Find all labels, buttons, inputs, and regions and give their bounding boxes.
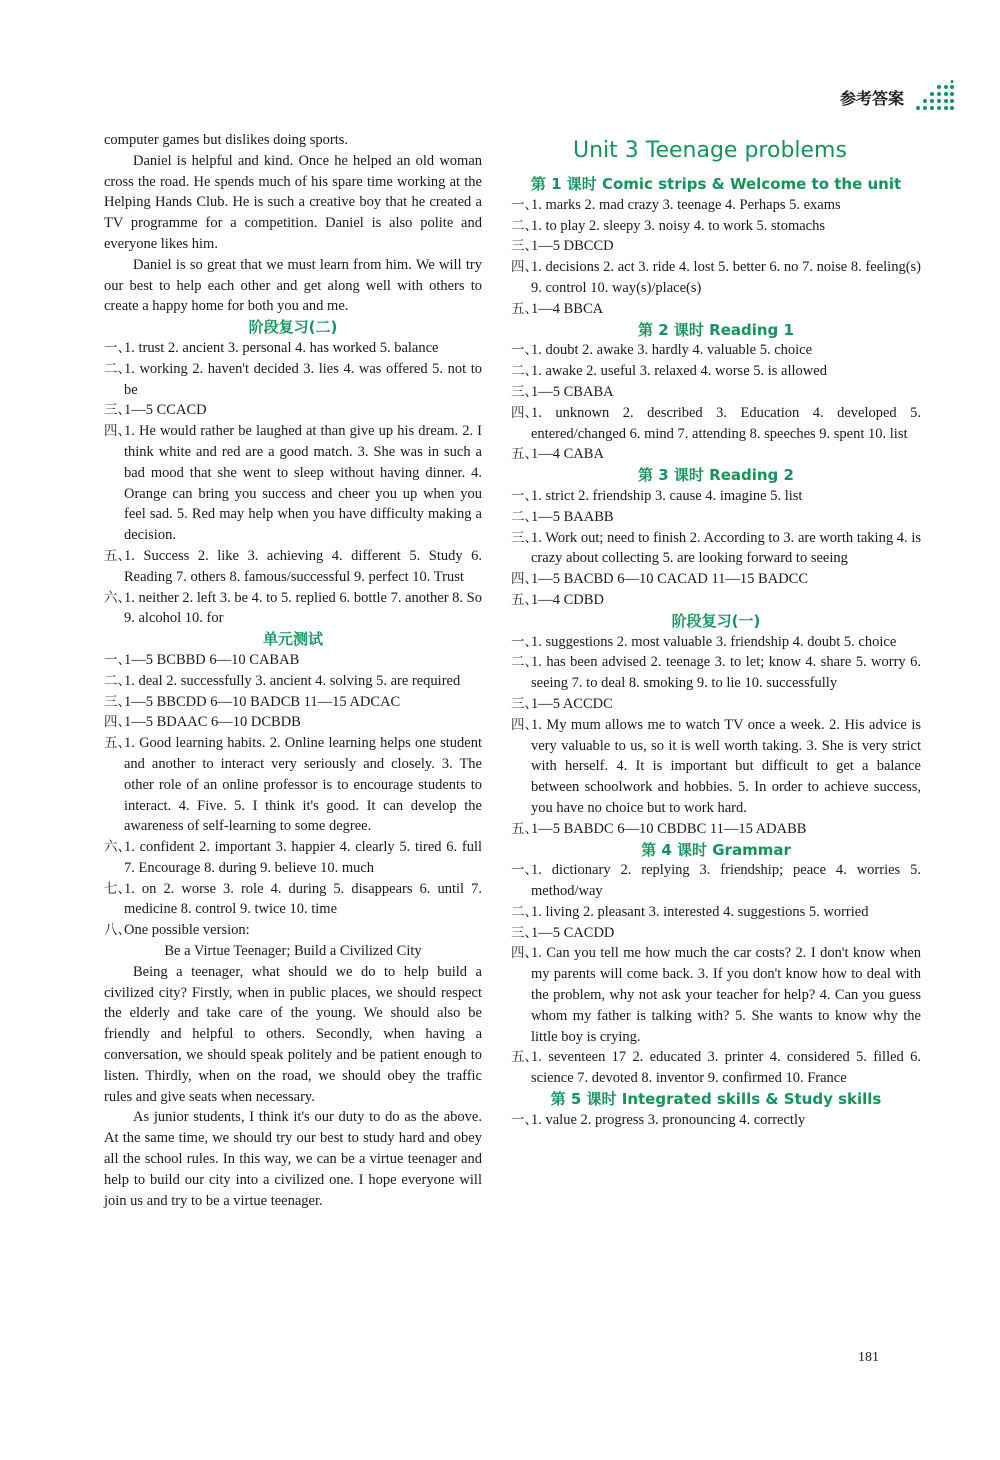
intro-paragraph: Daniel is helpful and kind. Once he helped an old woman cross the road. He spends much of his spare time working at the Helping Hands Club. He is such a creative boy that he created a TV programme for a competition. Daniel is also polite and everyone likes him. [104, 152, 482, 252]
answer-text: 1. neither 2. left 3. be 4. to 5. replied 6. bottle 7. another 8. So 9. alcohol 10. for [124, 589, 482, 627]
answer-number: 一、 [511, 633, 538, 650]
answer-number: 二、 [511, 508, 538, 525]
answer-text: 1—4 CABA [531, 446, 604, 463]
answer-row [511, 236, 921, 257]
answer-text: 1. Can you tell me how much the car costs? 2. I don't know when my parents will come back. 3. If you don't know how to deal with the problem, why not ask your teacher for help? 4. Can you guess whom my father is talking with? 5. She wants to know why the little boy is crying. [531, 945, 921, 1045]
answer-row [511, 1110, 921, 1131]
answer-row [104, 692, 482, 713]
answer-row [511, 694, 921, 715]
answer-row [511, 923, 921, 944]
answer-number: 三、 [511, 529, 538, 546]
answer-number: 五、 [511, 300, 538, 317]
answer-row [104, 546, 482, 588]
answer-number: 一、 [511, 1111, 538, 1128]
section-title: 第 3 课时 Reading 2 [638, 466, 794, 485]
answer-row [511, 340, 921, 361]
unit-title: Unit 3 Teenage problems [573, 138, 847, 163]
section-title: 第 5 课时 Integrated skills & Study skills [550, 1090, 882, 1109]
answer-number: 六、 [104, 589, 131, 606]
answer-number: 五、 [104, 547, 131, 564]
page-number: 181 [858, 1350, 879, 1365]
answer-row [511, 860, 921, 902]
answer-text: One possible version: [124, 922, 250, 939]
answer-number: 二、 [511, 363, 538, 380]
answer-row [511, 569, 921, 590]
answer-row [511, 652, 921, 694]
answer-text: 1. living 2. pleasant 3. interested 4. suggestions 5. worried [531, 903, 869, 920]
section-title: 阶段复习(一) [671, 611, 761, 630]
answer-text: 1. suggestions 2. most valuable 3. friendship 4. doubt 5. choice [531, 633, 897, 650]
answer-text: 1—5 CACDD [531, 924, 615, 941]
answer-number: 一、 [104, 339, 131, 356]
answer-text: 1—5 ACCDC [531, 695, 613, 712]
answer-text: 1. Good learning habits. 2. Online learning helps one student and another to interact very seriously and closely. 3. The other role of an online professor is to encourage students to interact. 4. Five. 5. I think it's good. It can develop the awareness of self-learning to some degree. [124, 735, 482, 835]
answer-text: 1. strict 2. friendship 3. cause 4. imagine 5. list [531, 487, 803, 504]
answer-number: 四、 [511, 716, 538, 733]
answer-text: 1—5 CBABA [531, 383, 614, 400]
answer-text: 1—5 BABDC 6—10 CBDBC 11—15 ADABB [531, 820, 807, 837]
answer-text: 1. deal 2. successfully 3. ancient 4. solving 5. are required [124, 672, 461, 689]
answer-number: 一、 [104, 651, 131, 668]
answer-row [511, 486, 921, 507]
answer-number: 五、 [511, 446, 538, 463]
answer-number: 七、 [104, 880, 131, 897]
answer-text: 1. doubt 2. awake 3. hardly 4. valuable 5. choice [531, 342, 813, 359]
answer-text: 1. decisions 2. act 3. ride 4. lost 5. better 6. no 7. noise 8. feeling(s) 9. control 10. way(s)/place(s) [531, 259, 921, 296]
answer-row [104, 712, 482, 733]
answer-number: 三、 [104, 402, 131, 419]
answer-row [511, 444, 921, 465]
answer-row [511, 507, 921, 528]
answer-row [104, 338, 482, 359]
answer-text: 1. unknown 2. described 3. Education 4. developed 5. entered/changed 6. mind 7. attending 8. speeches 9. spent 10. list [531, 404, 921, 442]
section-title: 第 4 课时 Grammar [641, 840, 791, 859]
answer-number: 四、 [104, 423, 131, 440]
answer-number: 二、 [511, 217, 538, 234]
answer-row [511, 299, 921, 320]
answer-row [511, 902, 921, 923]
answer-row [511, 403, 921, 445]
answer-row [511, 528, 921, 570]
answer-row [511, 819, 921, 840]
answer-number: 五、 [511, 1049, 538, 1066]
answer-number: 四、 [511, 404, 538, 421]
essay-title: Be a Virtue Teenager; Build a Civilized City [164, 943, 422, 960]
answer-number: 一、 [511, 862, 538, 879]
answer-number: 八、 [104, 922, 131, 939]
answer-row [104, 671, 482, 692]
answer-row [104, 920, 482, 941]
answer-number: 一、 [511, 196, 538, 213]
answer-row [511, 943, 921, 1047]
answer-text: 1. has been advised 2. teenage 3. to let; know 4. share 5. worry 6. seeing 7. to deal 8. smoking 9. to lie 10. successfully [531, 654, 921, 692]
answer-row [511, 1047, 921, 1089]
intro-paragraph: Daniel is so great that we must learn from him. We will try our best to help each other and get along well with others to create a happy home for both you and me. [104, 256, 482, 315]
answer-row [104, 421, 482, 546]
answer-number: 三、 [511, 924, 538, 941]
answer-row [511, 590, 921, 611]
answer-row [511, 632, 921, 653]
answer-number: 五、 [511, 820, 538, 837]
answer-row [511, 216, 921, 237]
answer-number: 一、 [511, 487, 538, 504]
answer-text: 1. marks 2. mad crazy 3. teenage 4. Perhaps 5. exams [531, 196, 841, 213]
intro-paragraph: computer games but dislikes doing sports. [104, 132, 349, 148]
answer-row [104, 733, 482, 837]
answer-number: 一、 [511, 342, 538, 359]
section-title: 第 1 课时 Comic strips & Welcome to the unit [530, 175, 902, 193]
answer-number: 二、 [511, 903, 538, 920]
answer-row [511, 382, 921, 403]
answer-text: 1. working 2. haven't decided 3. lies 4. was offered 5. not to be [124, 360, 482, 398]
answer-number: 四、 [511, 571, 538, 588]
answer-number: 四、 [511, 259, 538, 276]
answer-row [511, 715, 921, 819]
answer-number: 五、 [104, 735, 131, 752]
answer-text: 1. to play 2. sleepy 3. noisy 4. to work 5. stomachs [531, 217, 826, 234]
answer-number: 六、 [104, 839, 131, 856]
answer-row [511, 257, 921, 299]
answer-number: 三、 [511, 383, 538, 400]
answer-text: 1. awake 2. useful 3. relaxed 4. worse 5. is allowed [531, 363, 827, 380]
section-title-unit-test: 单元测试 [262, 630, 323, 649]
answer-text: 1—4 CDBD [531, 591, 604, 608]
section-title-review-2: 阶段复习(二) [248, 318, 338, 337]
answer-row [104, 588, 482, 630]
answer-text: 1. on 2. worse 3. role 4. during 5. disappears 6. until 7. medicine 8. control 9. twice 10. time [124, 880, 482, 918]
answer-number: 四、 [104, 714, 131, 731]
left-column [104, 130, 482, 1211]
answer-text: 1—5 BDAAC 6—10 DCBDB [124, 714, 301, 731]
answer-text: 1. My mum allows me to watch TV once a week. 2. His advice is very valuable to us, so it is well worth taking. 3. She is very strict with herself. 4. It is important but difficult to get a balance between schoolwork and hobbies. 5. In order to achieve success, you have no choice but to work hard. [531, 716, 921, 816]
answer-number: 二、 [104, 360, 131, 377]
essay-paragraph: Being a teenager, what should we do to help build a civilized city? Firstly, when in public places, we should respect the elderly and take care of the young. We should also be friendly and helpful to others. Secondly, when having a conversation, we should speak politely and be patient enough to listen. Thirdly, when on the road, we should obey the traffic rules and give seats when necessary. [104, 963, 482, 1105]
answer-number: 三、 [511, 238, 538, 255]
dots-decoration-icon [914, 80, 954, 112]
answer-text: 1. Success 2. like 3. achieving 4. different 5. Study 6. Reading 7. others 8. famous/successful 9. perfect 10. Trust [124, 547, 482, 585]
answer-number: 四、 [511, 945, 538, 962]
answer-text: 1—5 BAABB [531, 508, 614, 525]
answer-text: 1. dictionary 2. replying 3. friendship; peace 4. worries 5. method/way [531, 862, 921, 900]
answer-row [104, 879, 482, 921]
answer-number: 五、 [511, 591, 538, 608]
essay-paragraph: As junior students, I think it's our duty to do as the above. At the same time, we should try our best to study hard and obey all the school rules. In this way, we can be a virtue teenager and help to build our city into a civilized one. I hope everyone will join us and try to be a virtue teenager. [104, 1109, 482, 1209]
answer-row [511, 361, 921, 382]
answer-number: 三、 [104, 693, 131, 710]
answer-text: 1. confident 2. important 3. happier 4. clearly 5. tired 6. full 7. Encourage 8. during 9. believe 10. much [124, 839, 482, 876]
header-answer-label: 参考答案 [839, 89, 904, 108]
answer-text: 1—5 BCBBD 6—10 CABAB [124, 651, 300, 668]
answer-text: 1. trust 2. ancient 3. personal 4. has worked 5. balance [124, 339, 439, 356]
answer-text: 1—5 CCACD [124, 402, 207, 419]
answer-row [104, 837, 482, 879]
answer-row [104, 359, 482, 401]
answer-text: 1. He would rather be laughed at than give up his dream. 2. I think white and red are a good match. 3. She was in such a bad mood that she went to sleep without having dinner. 4. Orange can bring you success and cheer you up when you feel sad. 5. Red may help when you have difficulty making a decision. [124, 423, 482, 544]
answer-row [511, 195, 921, 216]
answer-number: 二、 [511, 654, 538, 671]
answer-row [104, 650, 482, 671]
answer-text: 1. value 2. progress 3. pronouncing 4. correctly [531, 1111, 806, 1128]
answer-number: 二、 [104, 672, 131, 689]
answer-text: 1—5 BBCDD 6—10 BADCB 11—15 ADCAC [124, 693, 401, 710]
answer-text: 1—5 BACBD 6—10 CACAD 11—15 BADCC [531, 571, 809, 588]
answer-text: 1. Work out; need to finish 2. According to 3. are worth taking 4. is crazy about collecting 5. are looking forward to seeing [531, 529, 921, 567]
section-title: 第 2 课时 Reading 1 [638, 320, 794, 339]
answer-text: 1—5 DBCCD [531, 238, 614, 255]
answer-text: 1—4 BBCA [531, 300, 604, 317]
answer-row [104, 400, 482, 421]
right-column [511, 130, 921, 1131]
answer-text: 1. seventeen 17 2. educated 3. printer 4. considered 5. filled 6. science 7. devoted 8. inventor 9. confirmed 10. France [531, 1049, 921, 1087]
answer-number: 三、 [511, 695, 538, 712]
